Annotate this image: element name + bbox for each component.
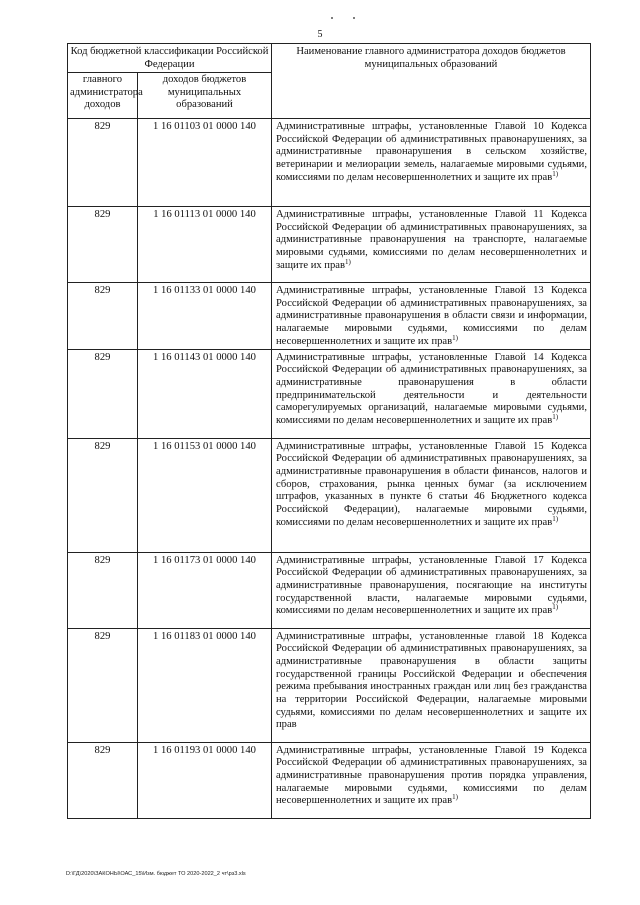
footnote-mark: 1) <box>452 333 458 342</box>
income-name-cell <box>272 742 591 818</box>
table-row <box>68 207 591 283</box>
income-name-cell <box>272 207 591 283</box>
admin-code-cell: 829 <box>68 283 138 350</box>
table-row <box>68 552 591 628</box>
income-name-text: Административные штрафы, установленные Главой 14 Кодекса Российской Федерации об административных правонарушениях, за административные правонарушения в области предпринимательской деятельности и деятельности саморегулируемых организаций, налагаемые мировыми судьями, комиссиями по делам несовершеннолетних и защите их прав <box>276 351 587 427</box>
table-row <box>68 119 591 207</box>
admin-code-header: главного администратора доходов <box>68 73 138 119</box>
admin-code-cell: 829 <box>68 207 138 283</box>
table-row <box>68 283 591 350</box>
kbk-code-cell: 1 16 01113 01 0000 140 <box>138 207 272 283</box>
kbk-code-header: доходов бюджетов муниципальных образований <box>138 73 272 119</box>
footnote-mark: 1) <box>552 514 559 523</box>
kbk-code-cell: 1 16 01153 01 0000 140 <box>138 438 272 552</box>
income-name-cell <box>272 349 591 438</box>
table-row <box>68 628 591 742</box>
table-row <box>68 438 591 552</box>
footnote-mark: 1) <box>552 603 559 612</box>
footnote-mark: 1) <box>344 257 351 266</box>
income-name-text: Административные штрафы, установленные Главой 19 Кодекса Российской Федерации об административных правонарушениях, за административные правонарушения против порядка управления, налагаемые мировыми судьями, комиссиями по делам несовершеннолетних и защите их прав <box>276 744 587 807</box>
table-row <box>68 742 591 818</box>
admin-code-cell: 829 <box>68 438 138 552</box>
budget-table <box>67 43 591 819</box>
income-name-text: Административные штрафы, установленные Главой 15 Кодекса Российской Федерации об административных правонарушениях, за административные правонарушения в области финансов, налогов и сборов, страхования, рынка ценных бумаг (за исключением штрафов, указанных в пункте 6 статьи 46 Бюджетного кодекса Российской Федерации), налагаемые мировыми судьями, комиссиями по делам несовершеннолетних и защите их прав <box>276 440 587 528</box>
income-name-cell <box>272 119 591 207</box>
admin-code-cell: 829 <box>68 552 138 628</box>
income-name-text: Административные штрафы, установленные Главой 11 Кодекса Российской Федерации об административных правонарушениях, за административные правонарушения на транспорте, налагаемые мировыми судьями, комиссиями по делам несовершеннолетних и защите их прав <box>276 209 587 271</box>
income-name-text: Административные штрафы, установленные Главой 17 Кодекса Российской Федерации об административных правонарушениях, за административные правонарушения, посягающие на институты государственной власти, налагаемые мировыми судьями, комиссиями по делам несовершеннолетних и защите их прав <box>276 554 587 617</box>
page-number: 5 <box>317 29 323 40</box>
table-row <box>68 349 591 438</box>
footnote-mark: 1) <box>552 413 559 422</box>
admin-code-cell: 829 <box>68 628 138 742</box>
kbk-code-cell: 1 16 01173 01 0000 140 <box>138 552 272 628</box>
scan-speck <box>353 17 355 19</box>
kbk-code-cell: 1 16 01193 01 0000 140 <box>138 742 272 818</box>
income-name-cell <box>272 438 591 552</box>
footnote-mark: 1) <box>452 793 458 802</box>
admin-name-header: Наименование главного администратора доходов бюджетов муниципальных образований <box>272 44 591 119</box>
footnote-mark: 1) <box>552 169 559 178</box>
income-name-text: Административные штрафы, установленные главой 18 Кодекса Российской Федерации об административных правонарушениях, за административные правонарушения в области защиты государственной границы Российской Федерации и обеспечения режима пребывания иностранных граждан или лиц без гражданства на территории Российской Федерации, налагаемые мировыми судьями, комиссиями по делам несовершеннолетних и защите их прав <box>276 630 587 731</box>
kbk-code-cell: 1 16 01133 01 0000 140 <box>138 283 272 350</box>
file-path-footer: D:\ГД\2020\ЗАКОНЫ\ОАС_15\Изм. бюджет ТО 2020-2022_2 чт\рз3.xls <box>66 871 246 877</box>
kbk-code-cell: 1 16 01183 01 0000 140 <box>138 628 272 742</box>
admin-code-cell: 829 <box>68 742 138 818</box>
income-name-cell <box>272 552 591 628</box>
kbk-code-cell: 1 16 01143 01 0000 140 <box>138 349 272 438</box>
income-name-text: Административные штрафы, установленные Главой 10 Кодекса Российской Федерации об административных правонарушениях, за административные правонарушения в сельском хозяйстве, ветеринарии и мелиорации земель, налагаемые мировыми судьями, комиссиями по делам несовершеннолетних и защите их прав <box>276 121 587 183</box>
income-name-text: Административные штрафы, установленные Главой 13 Кодекса Российской Федерации об административных правонарушениях, за административные правонарушения в области связи и информации, налагаемые мировыми судьями, комиссиями по делам несовершеннолетних и защите их прав <box>276 285 587 347</box>
income-name-cell <box>272 283 591 350</box>
admin-code-cell: 829 <box>68 119 138 207</box>
income-name-cell <box>272 628 591 742</box>
admin-code-cell: 829 <box>68 349 138 438</box>
scan-speck <box>331 17 333 19</box>
kbk-group-header: Код бюджетной классификации Российской Федерации <box>68 44 272 73</box>
kbk-code-cell: 1 16 01103 01 0000 140 <box>138 119 272 207</box>
